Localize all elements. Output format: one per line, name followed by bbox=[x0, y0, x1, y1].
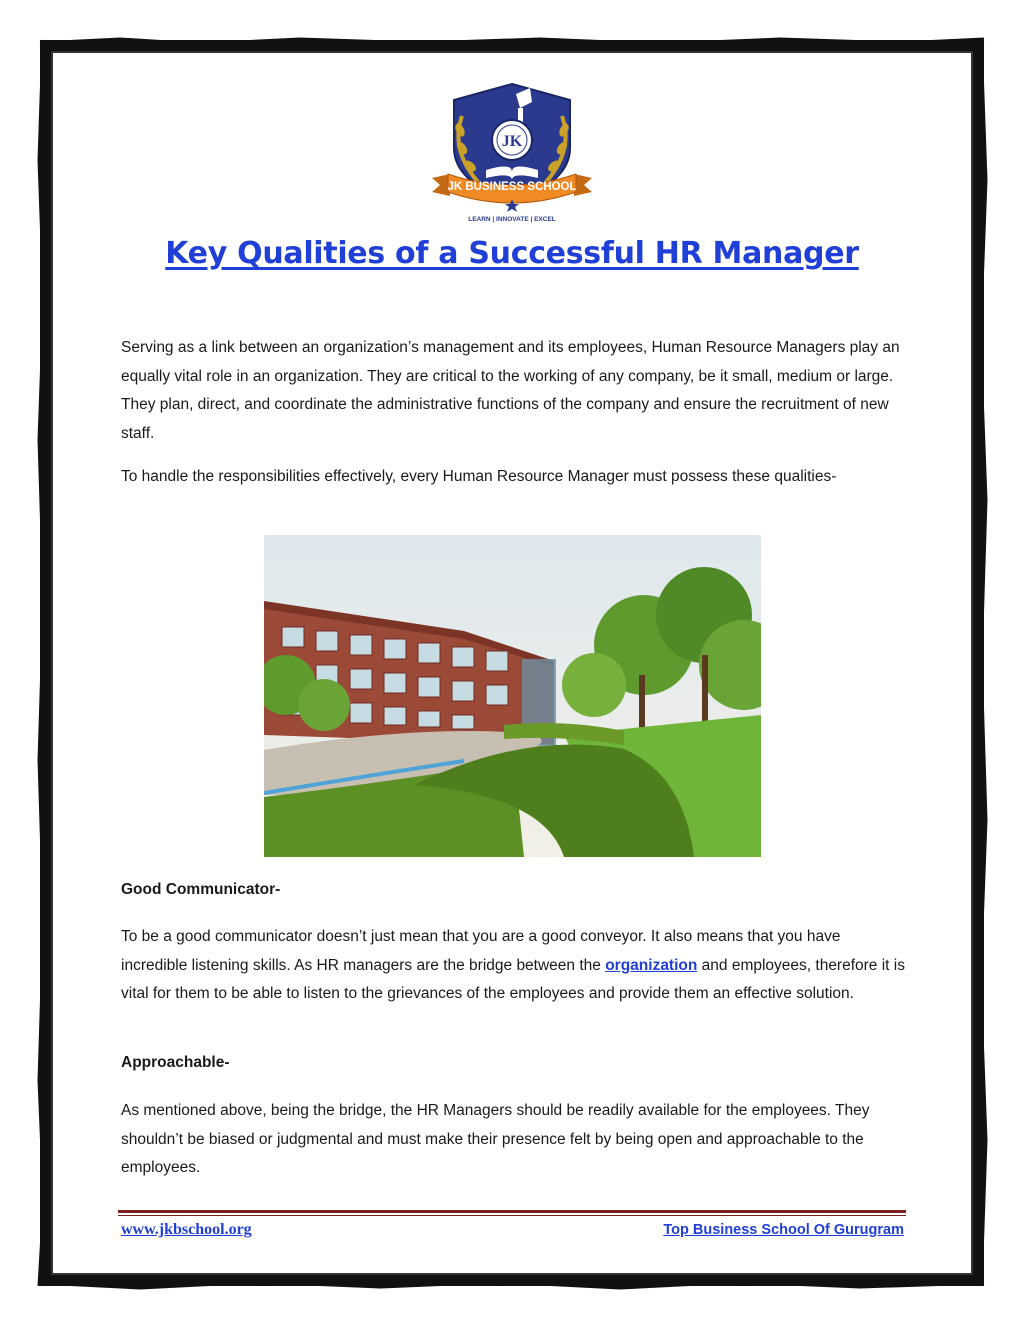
campus-photo bbox=[264, 535, 761, 857]
footer-website-link[interactable]: www.jkbschool.org bbox=[121, 1221, 252, 1238]
footer-divider bbox=[118, 1210, 906, 1213]
intro-paragraph-2: To handle the responsibilities effectively, every Human Resource Manager must possess these qualities- bbox=[121, 468, 837, 485]
svg-text:JK: JK bbox=[501, 133, 523, 150]
page-title: Key Qualities of a Successful HR Manager bbox=[165, 236, 859, 271]
school-logo bbox=[420, 78, 604, 224]
intro-paragraph-1: Serving as a link between an organization’s management and its employees, Human Resource Managers play an equally vital role in an organization. They are critical to the working of any company, be it small, medium or large. They plan, direct, and coordinate the administrative functions of the company and ensure the recruitment of new staff. bbox=[121, 339, 900, 442]
svg-text:JK BUSINESS SCHOOL: JK BUSINESS SCHOOL bbox=[447, 181, 577, 193]
section-heading-good-communicator: Good Communicator- bbox=[121, 881, 281, 898]
section-heading-approachable: Approachable- bbox=[121, 1054, 230, 1071]
section-paragraph-good-communicator: To be a good communicator doesn’t just mean that you are a good conveyor. It also means that you have incredible listening skills. As HR managers are the bridge between the organization and employees, therefore it is vital for them to be able to listen to the grievances of the employees and provide them an effective solution. bbox=[121, 928, 905, 1002]
organization-link[interactable]: organization bbox=[605, 956, 698, 974]
section-paragraph-approachable: As mentioned above, being the bridge, the HR Managers should be readily available for the employees. They shouldn’t be biased or judgmental and must make their presence felt by being open and approachable to the employees. bbox=[121, 1102, 870, 1176]
svg-text:LEARN | INNOVATE | EXCEL: LEARN | INNOVATE | EXCEL bbox=[468, 216, 556, 223]
footer-divider-thin bbox=[118, 1215, 906, 1216]
footer-tagline-link[interactable]: Top Business School Of Gurugram bbox=[663, 1222, 904, 1238]
